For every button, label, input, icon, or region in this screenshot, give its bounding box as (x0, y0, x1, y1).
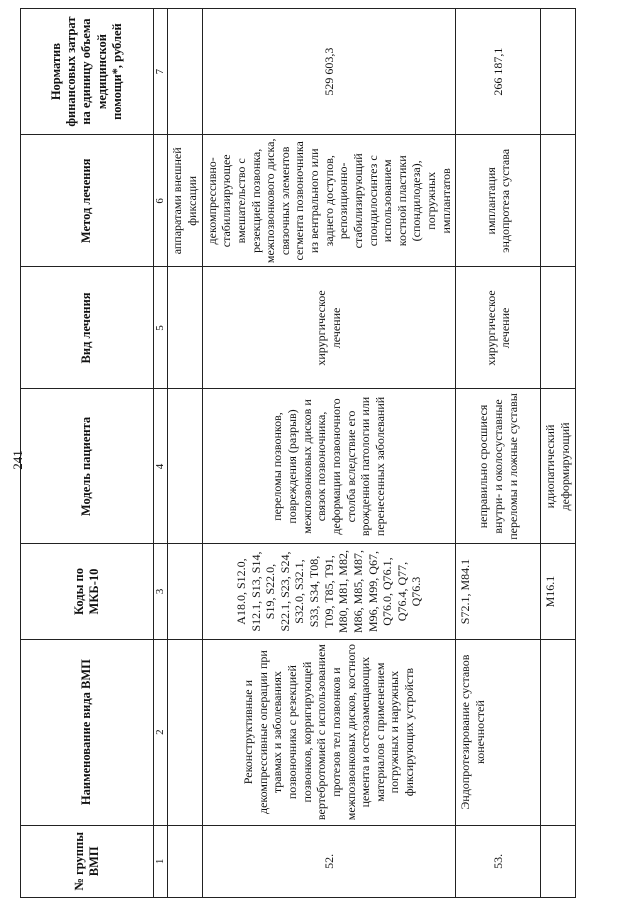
cell-type: хирургическое лечение (456, 266, 541, 388)
rotated-table-container (20, 8, 620, 898)
cell-model: неправильно сросшиеся внутри- и околосуставные переломы и ложные суставы (456, 388, 541, 543)
header-codes: Коды по МКБ-10 (21, 543, 154, 638)
vmp-table (20, 8, 576, 898)
cell-codes: S72.1, M84.1 (456, 543, 541, 638)
header-method: Метод лечения (21, 134, 154, 266)
table-row (541, 8, 575, 897)
col-num: 5 (154, 266, 168, 388)
cell-group: 52. (202, 825, 456, 897)
table-row (168, 8, 202, 897)
cell-group: 53. (456, 825, 541, 897)
column-number-row (154, 8, 168, 897)
cell-model: идиопатический деформирующий (541, 388, 575, 543)
cell-model: переломы позвонков, повреждения (разрыв) межпозвонковых дисков и связок позвоночника, деформации позвоночного столба вследствие его врожденной патологии или перенесенных заболеваний (202, 388, 456, 543)
cell-type: хирургическое лечение (202, 266, 456, 388)
header-cost: Норматив финансовых затрат на единицу объема медицинской помощи*, рублей (21, 8, 154, 134)
header-group: № группы ВМП (21, 825, 154, 897)
table-row (202, 8, 456, 897)
table-row (456, 8, 541, 897)
col-num: 2 (154, 639, 168, 825)
col-num: 7 (154, 8, 168, 134)
col-num: 4 (154, 388, 168, 543)
cell-method: имплантация эндопротеза сустава (456, 134, 541, 266)
col-num: 3 (154, 543, 168, 638)
header-type: Вид лечения (21, 266, 154, 388)
header-model: Модель пациента (21, 388, 154, 543)
cell-cost: 266 187,1 (456, 8, 541, 134)
cell-codes: M16.1 (541, 543, 575, 638)
header-row (21, 8, 154, 897)
cell-codes: A18.0, S12.0, S12.1, S13, S14, S19, S22.0, S22.1, S23, S24, S32.0, S32.1, S33, S34, T08, T09, T85, T91, M80, M81, M82, M86, M85, M87, M96, M99, Q67, Q76.0, Q76.1, Q76.4, Q77, Q76.3 (202, 543, 456, 638)
cell-method: аппаратами внешней фиксации (168, 134, 202, 266)
header-name: Наименование вида ВМП (21, 639, 154, 825)
page-number: 241 (9, 450, 25, 470)
col-num: 1 (154, 825, 168, 897)
cell-name: Реконструктивные и декомпрессивные операции при травмах и заболеваниях позвоночника с резекцией позвонков, корригирующей вертебротомией с использованием протезов тел позвонков и межпозвонковых дисков, костного цемента и остеозамещающих материалов с применением погружных и наружных фиксирующих устройств (202, 639, 456, 825)
cell-name: Эндопротезирование суставов конечностей (456, 639, 541, 825)
cell-cost: 529 603,3 (202, 8, 456, 134)
cell-method: декомпрессивно-стабилизирующее вмешательство с резекцией позвонка, межпозвонкового диска, связочных элементов сегмента позвоночника из вентрального или заднего доступов, репозиционно-стабилизирующий спондилосинтез с использованием костной пластики (спондилодеза), погружных имплантатов (202, 134, 456, 266)
col-num: 6 (154, 134, 168, 266)
